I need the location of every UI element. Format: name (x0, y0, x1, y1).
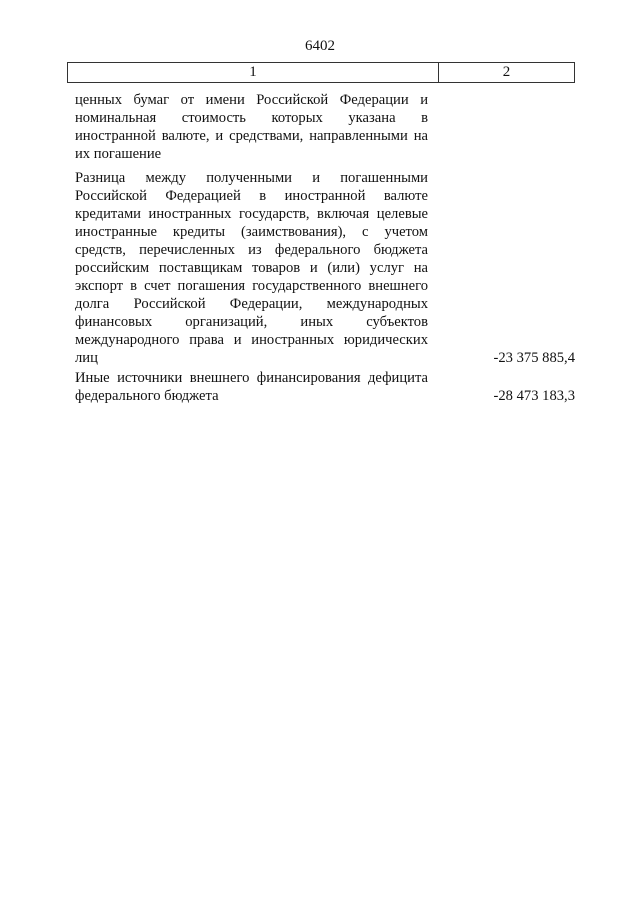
row-value: -23 375 885,4 (493, 350, 575, 366)
text-line: ценных бумаг от имени Российской Федерации и (75, 92, 428, 108)
page-number: 6402 (305, 38, 335, 54)
text-line: иностранные кредиты (заимствования), с учетом (75, 224, 428, 240)
text-line: лиц (75, 350, 98, 366)
text-line: их погашение (75, 146, 162, 162)
text-line: международного права и иностранных юридических (75, 332, 428, 348)
table-header (67, 62, 575, 83)
text-line: экспорт в счет погашения государственного внешнего (75, 278, 428, 294)
text-line: долга Российской Федерации, международных (75, 296, 428, 312)
text-line: российским поставщикам товаров и (или) услуг на (75, 260, 428, 276)
text-line: Иные источники внешнего финансирования дефицита (75, 370, 428, 386)
table-row (75, 91, 575, 163)
row-text (75, 91, 428, 163)
text-line: иностранной валюте, и средствами, направленными на (75, 128, 428, 144)
row-text (75, 169, 428, 367)
column-2-header: 2 (502, 64, 511, 80)
row-value: -28 473 183,3 (493, 388, 575, 404)
table-row (75, 369, 575, 405)
table-row (75, 169, 575, 367)
text-line: федерального бюджета (75, 388, 219, 404)
row-text (75, 369, 428, 405)
column-1-header: 1 (68, 63, 439, 82)
text-line: номинальная стоимость которых указана в (75, 110, 428, 126)
text-line: кредитами иностранных государств, включая целевые (75, 206, 428, 222)
text-line: Разница между полученными и погашенными (75, 170, 428, 186)
text-line: средств, перечисленных из федерального бюджета (75, 242, 428, 258)
text-line: финансовых организаций, иных субъектов (75, 314, 428, 330)
text-line: Российской Федерацией в иностранной валюте (75, 188, 428, 204)
